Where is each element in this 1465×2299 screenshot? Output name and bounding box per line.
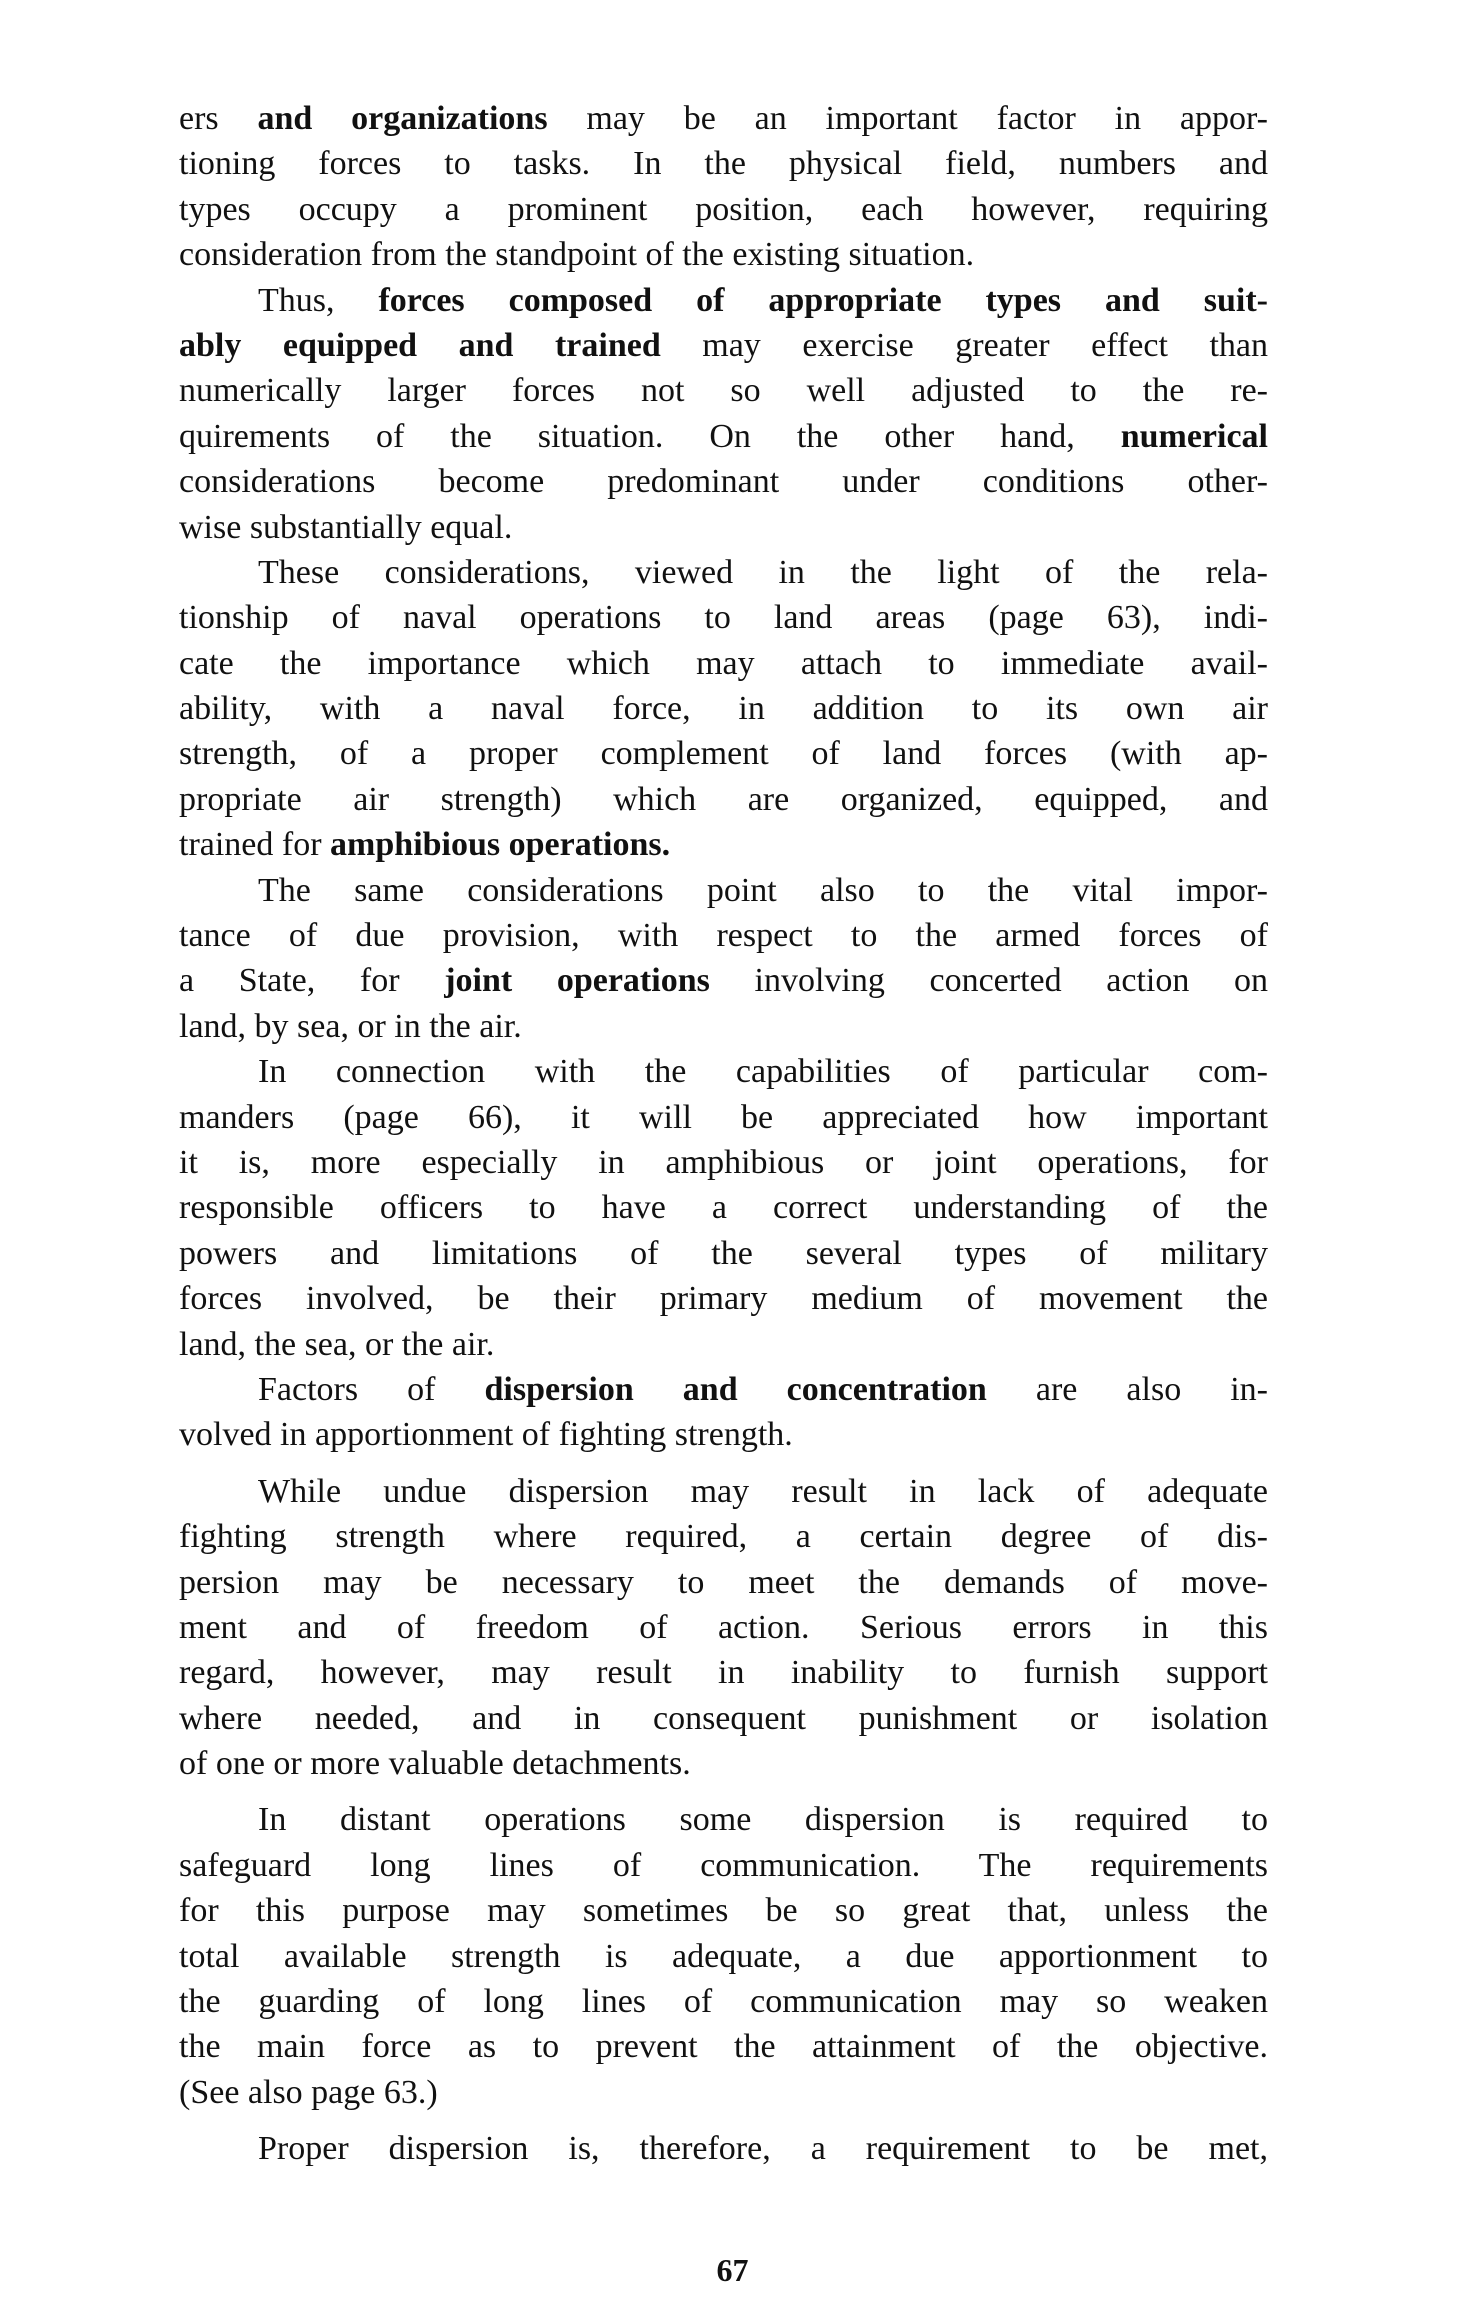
text-run: a State, for <box>179 962 445 1000</box>
text-run: forces involved, be their primary medium of movement the <box>179 1280 1268 1318</box>
bold-term: forces composed of appropriate types and suit- <box>378 281 1268 319</box>
text-run: volved in apportionment of fighting strength. <box>179 1416 793 1454</box>
text-line <box>179 96 1268 141</box>
text-run: Factors of <box>258 1370 485 1408</box>
text-run: powers and limitations of the several types of military <box>179 1234 1268 1272</box>
text-run: In connection with the capabilities of particular com- <box>258 1053 1268 1091</box>
text-run: strength, of a proper complement of land forces (with ap- <box>179 735 1268 773</box>
text-run: may exercise greater effect than <box>660 326 1268 364</box>
text-line <box>179 1049 1268 1094</box>
page-body <box>179 96 1268 2172</box>
text-run: These considerations, viewed in the light of the rela- <box>258 553 1268 591</box>
text-line <box>179 232 1268 277</box>
bold-term: and organizations <box>257 100 548 137</box>
text-line <box>179 1095 1268 1140</box>
text-run: safeguard long lines of communication. The requirements <box>179 1846 1268 1884</box>
paragraph <box>179 1367 1268 1458</box>
text-line <box>179 868 1268 913</box>
text-run: tance of due provision, with respect to the armed forces of <box>179 917 1268 955</box>
text-line <box>179 1514 1268 1559</box>
paragraph <box>179 550 1268 868</box>
text-run: trained for <box>179 826 331 864</box>
text-run: tioning forces to tasks. In the physical field, numbers and <box>179 145 1268 183</box>
text-run: The same considerations point also to the vital impor- <box>258 871 1268 909</box>
text-run: may be an important factor in appor- <box>547 100 1268 137</box>
text-run: for this purpose may sometimes be so great that, unless the <box>179 1892 1268 1930</box>
text-line <box>179 777 1268 822</box>
text-line <box>179 141 1268 186</box>
text-line <box>179 323 1268 368</box>
text-line <box>179 1605 1268 1650</box>
text-line <box>179 641 1268 686</box>
paragraph <box>179 868 1268 1050</box>
text-line <box>179 822 1268 867</box>
text-run: numerically larger forces not so well adjusted to the re- <box>179 372 1268 410</box>
text-run: quirements of the situation. On the other hand, <box>179 417 1121 455</box>
text-line <box>179 913 1268 958</box>
text-line <box>179 187 1268 232</box>
text-line <box>179 1004 1268 1049</box>
page-number: 67 <box>716 2252 749 2288</box>
text-run: Proper dispersion is, therefore, a requirement to be met, <box>258 2130 1268 2168</box>
text-run: regard, however, may result in inability to furnish support <box>179 1654 1268 1692</box>
text-line <box>179 1979 1268 2024</box>
text-line <box>179 1185 1268 1230</box>
paragraph <box>179 1469 1268 1787</box>
text-run: are also in- <box>986 1370 1268 1408</box>
paragraph <box>179 1797 1268 2115</box>
paragraph <box>179 2126 1268 2171</box>
text-line <box>179 731 1268 776</box>
bold-term: joint operations <box>444 962 710 1000</box>
text-line <box>179 1140 1268 1185</box>
text-run: (See also page 63.) <box>179 2073 438 2111</box>
text-run: Thus, <box>258 281 379 319</box>
text-line <box>179 1741 1268 1786</box>
text-run: ment and of freedom of action. Serious errors in this <box>179 1608 1268 1646</box>
paragraph <box>179 278 1268 550</box>
paragraph <box>179 96 1268 278</box>
text-run: manders (page 66), it will be appreciated how important <box>179 1098 1268 1136</box>
text-line <box>179 2024 1268 2069</box>
text-run: persion may be necessary to meet the demands of move- <box>179 1563 1268 1601</box>
text-run: where needed, and in consequent punishment or isolation <box>179 1699 1268 1737</box>
text-run: types occupy a prominent position, each however, requiring <box>179 190 1268 228</box>
text-line <box>179 1231 1268 1276</box>
text-run: consideration from the standpoint of the existing situation. <box>179 236 975 274</box>
text-run: involving concerted action on <box>709 962 1269 1000</box>
text-run: ers <box>179 100 258 137</box>
text-line <box>179 1843 1268 1888</box>
text-line <box>179 958 1268 1003</box>
text-line <box>179 368 1268 413</box>
text-run: of one or more valuable detachments. <box>179 1745 691 1783</box>
text-run: total available strength is adequate, a due apportionment to <box>179 1937 1268 1975</box>
bold-term: ably equipped and trained <box>179 326 661 364</box>
text-line <box>179 505 1268 550</box>
bold-term: dispersion and concentration <box>484 1370 987 1408</box>
text-line <box>179 1797 1268 1842</box>
text-run: cate the importance which may attach to immediate avail- <box>179 644 1268 682</box>
bold-term: numerical <box>1120 417 1268 455</box>
text-line <box>179 1696 1268 1741</box>
text-run: it is, more especially in amphibious or joint operations, for <box>179 1143 1268 1181</box>
text-line <box>179 595 1268 640</box>
text-line <box>179 550 1268 595</box>
text-line <box>179 1276 1268 1321</box>
text-run: tionship of naval operations to land areas (page 63), indi- <box>179 599 1268 637</box>
text-line <box>179 2070 1268 2115</box>
text-line <box>179 1560 1268 1605</box>
text-line <box>179 1469 1268 1514</box>
text-line <box>179 1367 1268 1412</box>
text-run: While undue dispersion may result in lack of adequate <box>258 1472 1268 1510</box>
text-run: land, the sea, or the air. <box>179 1325 495 1363</box>
text-run: fighting strength where required, a certain degree of dis- <box>179 1518 1268 1556</box>
text-run: land, by sea, or in the air. <box>179 1007 522 1045</box>
text-line <box>179 1934 1268 1979</box>
text-run: ability, with a naval force, in addition to its own air <box>179 690 1268 728</box>
text-run: the main force as to prevent the attainment of the objective. <box>179 2028 1268 2066</box>
text-line <box>179 414 1268 459</box>
text-line <box>179 459 1268 504</box>
text-line <box>179 2126 1268 2171</box>
text-run: propriate air strength) which are organized, equipped, and <box>179 780 1268 818</box>
text-line <box>179 686 1268 731</box>
text-line <box>179 1412 1268 1457</box>
text-run: the guarding of long lines of communication may so weaken <box>179 1983 1268 2021</box>
text-run: In distant operations some dispersion is required to <box>258 1801 1268 1839</box>
text-line <box>179 1650 1268 1695</box>
text-run: considerations become predominant under conditions other- <box>179 463 1268 501</box>
text-line <box>179 1322 1268 1367</box>
bold-term: amphibious operations. <box>330 826 671 864</box>
text-line <box>179 278 1268 323</box>
text-run: responsible officers to have a correct understanding of the <box>179 1189 1268 1227</box>
text-run: wise substantially equal. <box>179 508 513 546</box>
text-line <box>179 1888 1268 1933</box>
paragraph <box>179 1049 1268 1367</box>
